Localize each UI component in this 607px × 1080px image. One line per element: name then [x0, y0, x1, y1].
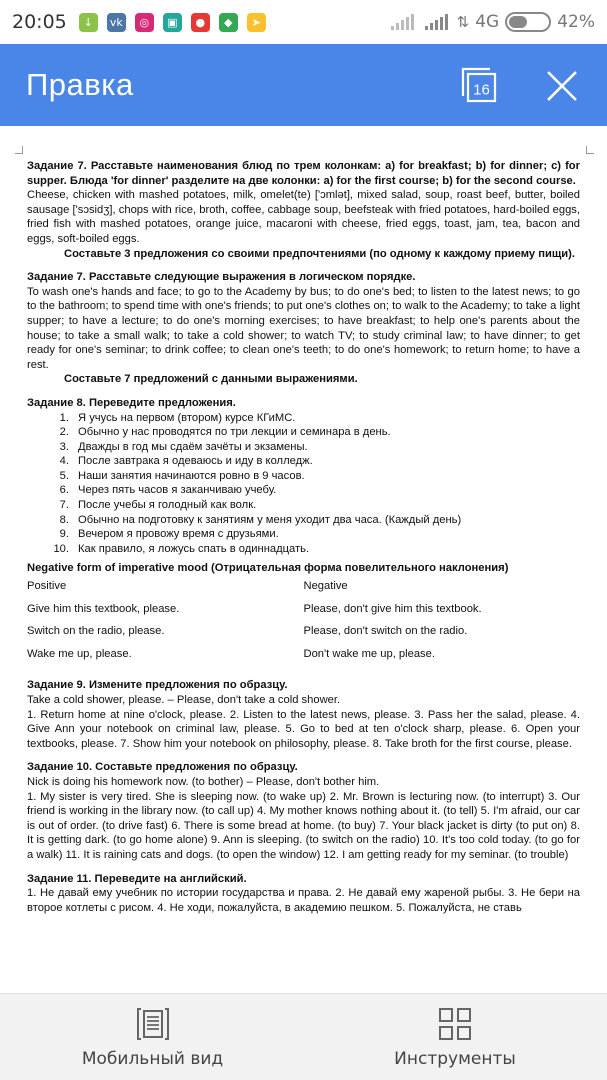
document-page — [27, 159, 580, 915]
page-title: Правка — [26, 67, 134, 102]
table-row — [27, 602, 580, 625]
list-item-number: 7. — [59, 499, 69, 512]
battery-icon — [505, 12, 551, 32]
list-item-number: 8. — [59, 513, 69, 526]
bottom-toolbar — [0, 993, 607, 1080]
positive-cell: Give him this textbook, please. — [27, 602, 180, 615]
list-item-number: 10. — [53, 542, 69, 555]
negative-cell: Please, don't give him this textbook. — [303, 602, 482, 615]
gallery-icon: ▣ — [163, 13, 182, 32]
list-item — [47, 425, 580, 440]
list-item-number: 2. — [59, 426, 69, 439]
wifi-signal-icon — [389, 13, 417, 31]
notification-icons — [79, 13, 266, 32]
document-view[interactable] — [0, 126, 607, 993]
list-item-number: 3. — [59, 440, 69, 453]
list-item-text: Обычно у нас проводятся по три лекции и семинара в день. — [78, 426, 391, 439]
task11-body: 1. Не давай ему учебник по истории государства и права. 2. Не давай ему жареной рыбы. 3. Не бери на второе котлеты с рисом. 4. Не ходи, пожалуйста, в академию пешком. 5. Пожалуйста, не ставь — [27, 887, 580, 914]
mobile-view-button[interactable] — [70, 994, 235, 1080]
data-transfer-icon: ⇅ — [456, 13, 470, 31]
status-indicators — [389, 12, 595, 32]
task7a-body: Cheese, chicken with mashed potatoes, milk, omelet(te) ['ɔmlət], mixed salad, soup, roast beef, butter, boiled sausage ['sɔsidʒ], chops with rice, broth, coffee, cabbage soup, beefsteak with fried potatoes, hard-boiled eggs, fried fish with mashed potatoes, orange juice, macaroni with cheese, fried eggs, toast, jam, tea, bacon and eggs, soft-boiled eggs. — [27, 189, 580, 245]
status-time: 20:05 — [12, 11, 67, 33]
positive-cell: Wake me up, please. — [27, 647, 132, 660]
negative-cell: Please, don't switch on the radio. — [303, 625, 468, 638]
battery-percent: 42% — [557, 12, 595, 32]
list-item-text: Обычно на подготовку к занятиям у меня уходит два часа. (Каждый день) — [78, 513, 462, 526]
cell-signal-icon — [423, 13, 451, 31]
video-icon: ● — [191, 13, 210, 32]
task10-title: Задание 10. Составьте предложения по образцу. — [27, 761, 298, 774]
list-item — [47, 513, 580, 528]
table-row — [27, 647, 580, 670]
task7b-body: To wash one's hands and face; to go to the Academy by bus; to do one's bed; to listen to the latest news; to go to the bathroom; to spend time with one's friends; to put one's clothes on; to walk to the Academy; to take a light supper; to have a lecture; to do one's morning exercises; to have breakfast; to help one's parents about the house; to take a small walk; to take a cold shower; to watch TV; to study criminal law; to have dinner; to get ready for one's seminar; to drink coffee; to clean one's teeth; to do one's homework; to return home; to have a rest. — [27, 285, 580, 371]
list-item-text: После завтрака я одеваюсь и иду в колледж. — [78, 455, 313, 468]
negative-form-table — [27, 579, 580, 669]
list-item-text: Дважды в год мы сдаём зачёты и экзамены. — [78, 440, 308, 453]
list-item — [47, 483, 580, 498]
page-count: 16 — [473, 81, 490, 99]
negative-cell: Negative — [303, 580, 348, 593]
tools-button[interactable] — [385, 994, 525, 1080]
maps-icon: ◆ — [219, 13, 238, 32]
task10-body: 1. My sister is very tired. She is sleeping now. (to wake up) 2. Mr. Brown is lecturing now. (to interrupt) 3. Our friend is working in the library now. (to call up) 4. My mother knows nothing about it. (to tell) 5. I'm afraid, our car is out of order. (to drive fast) 6. There is some bread at home. (to buy) 7. Your black jacket is dirty (to put on) 8. It is getting dark. (to go home alone) 9. Ann is sleeping. (to switch on the radio) 10. It's too cold today. (to go for a walk) 11. It is raining cats and dogs. (to open the window) 12. I am getting ready for my seminar. (to trouble) — [27, 790, 580, 861]
list-item-text: Наши занятия начинаются ровно в 9 часов. — [78, 469, 305, 482]
page-corner-mark — [15, 146, 23, 154]
list-item-text: Как правило, я ложусь спать в одиннадцать. — [78, 542, 310, 555]
list-item-number: 6. — [59, 484, 69, 497]
list-item-text: Через пять часов я заканчиваю учебу. — [78, 484, 277, 497]
page-corner-mark — [586, 146, 594, 154]
pages-icon — [460, 66, 498, 104]
list-item — [47, 440, 580, 455]
list-item — [47, 454, 580, 469]
grid-icon — [438, 1007, 472, 1041]
positive-cell: Switch on the radio, please. — [27, 625, 165, 638]
list-item-number: 4. — [59, 455, 69, 468]
list-item-text: Вечером я провожу время с друзьями. — [78, 528, 279, 541]
mobile-view-icon — [136, 1007, 170, 1041]
task9-body: 1. Return home at nine o'clock, please. 2. Listen to the latest news, please. 3. Pass her the salad, please. 4. Give Ann your notebook on criminal law, please. 5. Go to bed at ten o'clock sharp, please. 6. Open your textbooks, please. 7. Show him your notebook on philosophy, please. 8. Take broth for the first course, please. — [27, 708, 580, 750]
close-button[interactable] — [543, 67, 581, 105]
task7b-title: Задание 7. Расставьте следующие выражения в логическом порядке. — [27, 271, 416, 284]
negative-cell: Don't wake me up, please. — [303, 647, 435, 660]
positive-cell: Positive — [27, 580, 67, 593]
page-count-button[interactable] — [460, 66, 498, 104]
task9-example: Take a cold shower, please. – Please, don't take a cold shower. — [27, 694, 341, 706]
list-item — [47, 527, 580, 542]
task9-title: Задание 9. Измените предложения по образцу. — [27, 679, 288, 692]
list-item — [47, 469, 580, 484]
list-item-text: После учебы я голодный как волк. — [78, 499, 257, 512]
app-bar — [0, 44, 607, 126]
task10-example: Nick is doing his homework now. (to bother) – Please, don't bother him. — [27, 775, 380, 788]
vk-icon: vk — [107, 13, 126, 32]
list-item-number: 1. — [59, 411, 69, 424]
table-row — [27, 624, 580, 647]
list-item — [47, 542, 580, 557]
status-bar — [0, 0, 607, 44]
network-type: 4G — [475, 12, 500, 32]
instagram-icon: ◎ — [135, 13, 154, 32]
task7a-title: Задание 7. Расставьте наименования блюд по трем колонкам: а) for breakfast; b) for dinner; c) for supper. Блюда 'for dinner' разделите на две колонки: а) for the first course; b) for the second course. — [27, 160, 580, 187]
list-item — [47, 411, 580, 426]
mobile-view-label: Мобильный вид — [81, 1049, 224, 1069]
download-icon: ↓ — [79, 13, 98, 32]
negative-form-heading: Negative form of imperative mood (Отрицательная форма повелительного наклонения) — [27, 562, 509, 575]
list-item-text: Я учусь на первом (втором) курсе КГиМС. — [78, 411, 296, 424]
list-item-number: 9. — [59, 528, 69, 541]
task8-list — [27, 411, 580, 557]
telegram-icon: ➤ — [247, 13, 266, 32]
list-item — [47, 498, 580, 513]
task7b-note: Составьте 7 предложений с данными выражениями. — [64, 373, 358, 386]
table-row — [27, 579, 580, 602]
tools-label: Инструменты — [394, 1049, 516, 1069]
close-icon — [543, 67, 581, 105]
task7a-note: Составьте 3 предложения со своими предпочтениями (по одному к каждому приему пищи). — [64, 247, 575, 260]
task8-title: Задание 8. Переведите предложения. — [27, 396, 236, 409]
list-item-number: 5. — [59, 469, 69, 482]
task11-title: Задание 11. Переведите на английский. — [27, 872, 247, 885]
